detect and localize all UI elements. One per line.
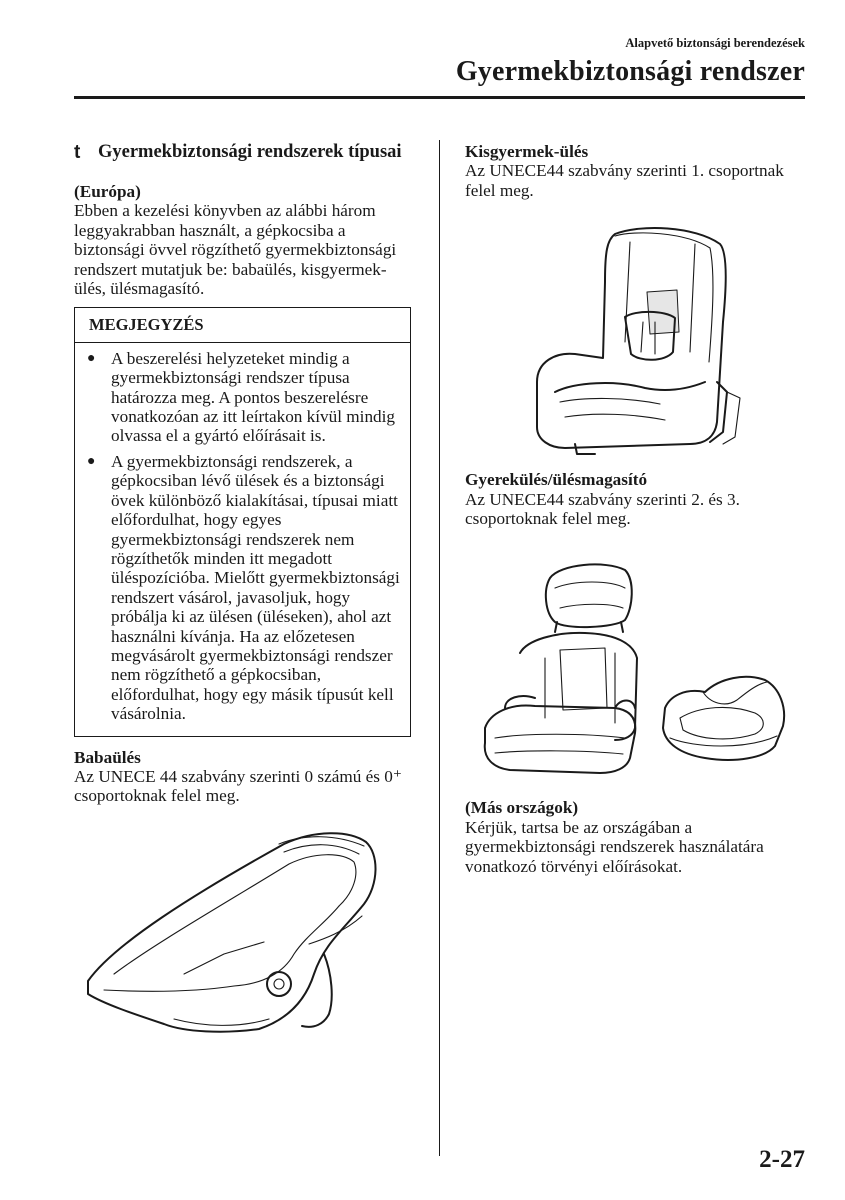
booster-heading: Gyerekülés/ülésmagasító <box>465 470 648 490</box>
child-seat-illustration <box>465 222 805 458</box>
note-item-text: A gyermekbiztonsági rendszerek, a gépkocsiban lévő ülések és a biztonsági övek különböző kialakításai, típusai miatt előfordulhat, hogy egyes gyermekbiztonsági rendszerek nem rögzíthetők minden itt megadott üléspozícióba. Mielőtt gyermekbiztonsági rendszert vásárol, javasoljuk, hogy próbálja ki az ülésen (üléseken), ahol azt használni kívánja. Ha az előzetesen megvásárolt gyermekbiztonsági rendszer nem rögzíthető a gépkocsiban, előfordulhat, hogy egy másik típusút kell vásárolnia. <box>111 451 400 724</box>
note-item <box>87 452 402 724</box>
note-heading: MEGJEGYZÉS <box>75 308 410 342</box>
other-countries-text: Kérjük, tartsa be az országában a gyermekbiztonsági rendszerek használatára vonatkozó törvényi előírásokat. <box>465 817 764 876</box>
intro-paragraph: Ebben a kezelési könyvben az alábbi három leggyakrabban használt, a gépkocsiba a biztonsági övvel rögzíthető gyermekbiztonsági rendszert mutatjuk be: babaülés, kisgyermek-ülés, ülésmagasító. <box>74 201 397 299</box>
booster-text: Az UNECE44 szabvány szerinti 2. és 3. csoportoknak felel meg. <box>465 489 740 529</box>
note-item <box>87 349 402 446</box>
other-countries-heading: (Más országok) <box>465 798 579 818</box>
header-rule <box>74 96 805 99</box>
left-column <box>74 142 414 1036</box>
region-label: (Európa) <box>74 182 141 201</box>
baby-seat-illustration <box>74 824 414 1036</box>
column-divider <box>439 140 440 1156</box>
right-column <box>465 142 805 876</box>
note-box <box>74 307 411 736</box>
baby-seat-text: Az UNECE 44 szabvány szerinti 0 számú és 0⁺ csoportoknak felel meg. <box>74 766 402 806</box>
child-seat-text: Az UNECE44 szabvány szerinti 1. csoportnak felel meg. <box>465 161 784 200</box>
note-item-text: A beszerelési helyzeteket mindig a gyermekbiztonsági rendszer típusa határozza meg. A pontos beszerelésre vonatkozóan az itt leírtakon kívül mindig olvassa el a gyártó előírásait is. <box>111 348 396 446</box>
note-body <box>75 343 410 736</box>
booster-seat-illustration <box>465 558 805 788</box>
bullet-icon: ● <box>87 350 96 366</box>
section-heading <box>74 142 414 163</box>
section-title: Gyermekbiztonsági rendszerek típusai <box>98 142 402 162</box>
header-subtitle: Alapvető biztonsági berendezések <box>625 36 805 50</box>
page-number: 2-27 <box>759 1146 805 1173</box>
child-seat-heading: Kisgyermek-ülés <box>465 142 589 161</box>
bullet-icon: ● <box>87 453 96 469</box>
page-title: Gyermekbiztonsági rendszer <box>455 56 805 87</box>
section-marker-icon: t <box>74 142 81 163</box>
baby-seat-heading: Babaülés <box>74 747 141 767</box>
